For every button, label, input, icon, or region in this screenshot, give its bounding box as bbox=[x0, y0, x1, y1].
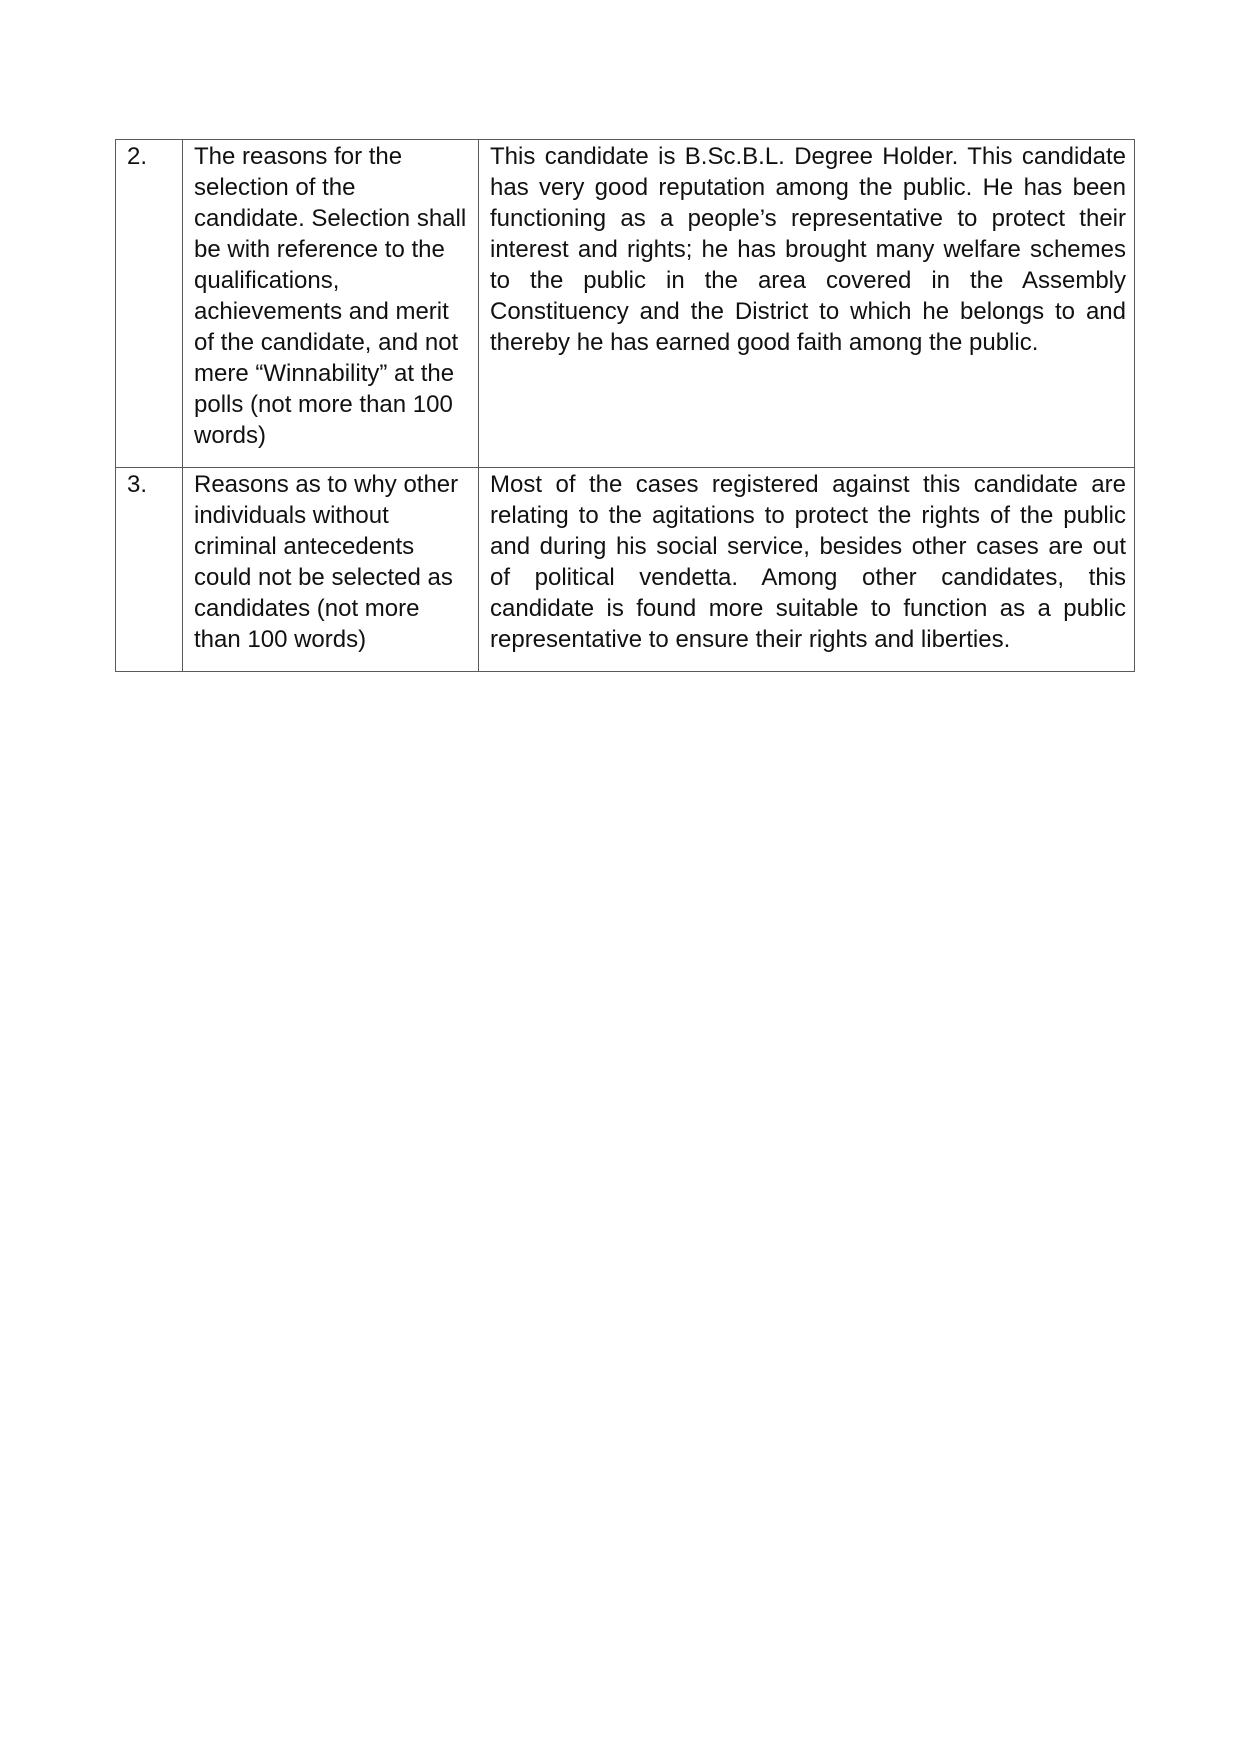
candidate-reasons-table bbox=[115, 139, 1135, 672]
row-number: 3. bbox=[116, 468, 183, 672]
answer-cell: Most of the cases registered against this candidate are relating to the agitations to protect the rights of the public and during his social service, besides other cases are out of political vendetta. Among other candidates, this candidate is found more suitable to function as a public representative to ensure their rights and liberties. bbox=[479, 468, 1135, 672]
question-cell: The reasons for the selection of the candidate. Selection shall be with reference to the qualifications, achievements and merit of the candidate, and not mere “Winnability” at the polls (not more than 100 words) bbox=[183, 140, 479, 468]
table-row bbox=[116, 468, 1135, 672]
table-row bbox=[116, 140, 1135, 468]
answer-cell: This candidate is B.Sc.B.L. Degree Holder. This candidate has very good reputation among the public. He has been functioning as a people’s representative to protect their interest and rights; he has brought many welfare schemes to the public in the area covered in the Assembly Constituency and the District to which he belongs to and thereby he has earned good faith among the public. bbox=[479, 140, 1135, 468]
question-cell: Reasons as to why other individuals without criminal antecedents could not be selected as candidates (not more than 100 words) bbox=[183, 468, 479, 672]
row-number: 2. bbox=[116, 140, 183, 468]
